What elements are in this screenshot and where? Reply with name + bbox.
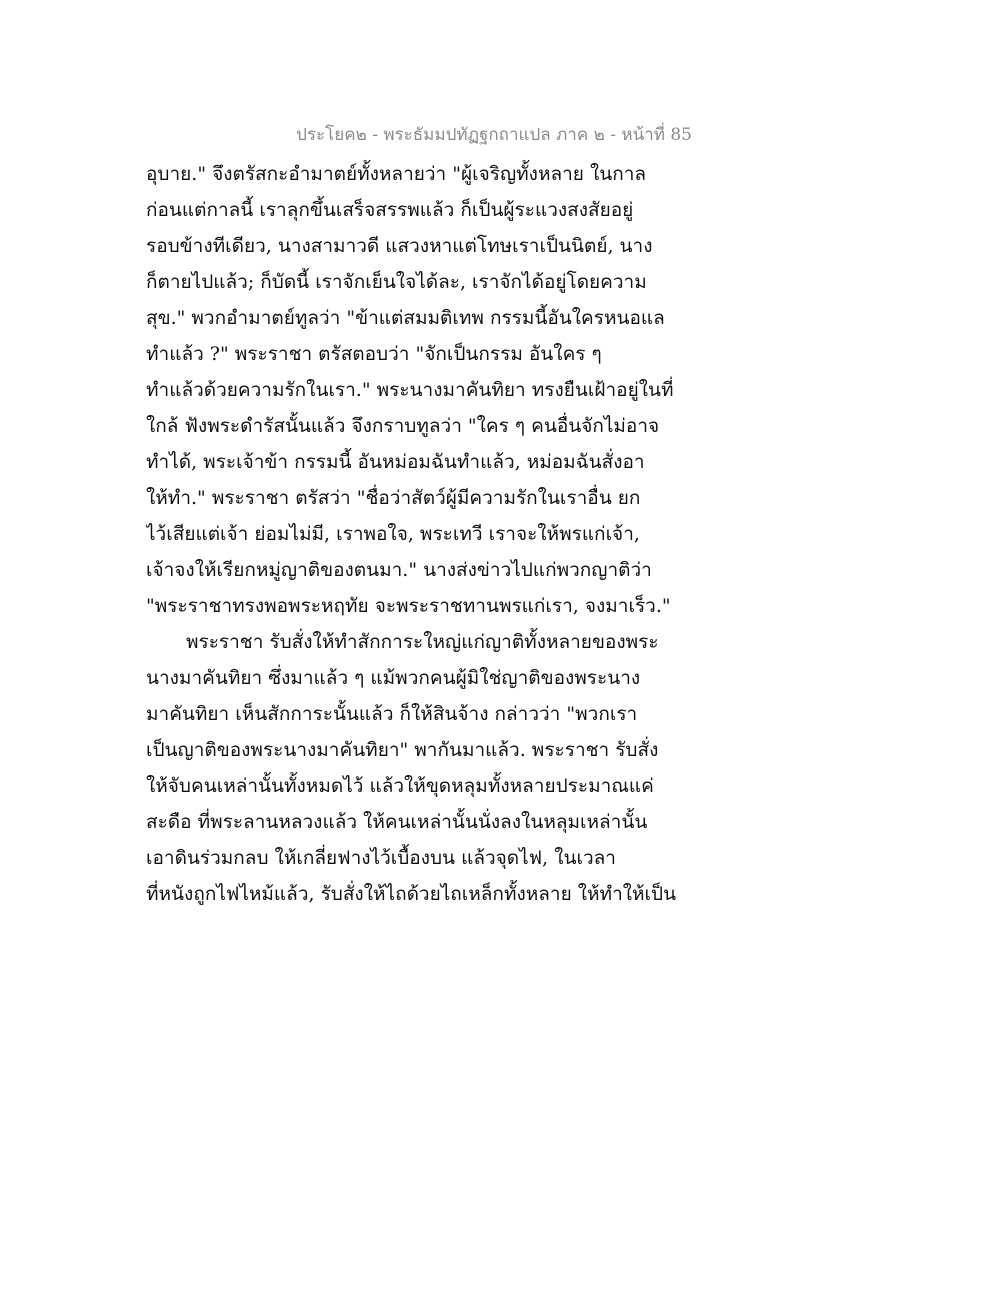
body-text bbox=[146, 156, 706, 912]
text-line: ให้จับคนเหล่านั้นทั้งหมดไว้ แล้วให้ขุดหลุมทั้งหลายประมาณแค่ bbox=[146, 775, 654, 797]
text-line: ก็ตายไปแล้ว; ก็บัดนี้ เราจักเย็นใจได้ละ, เราจักได้อยู่โดยความ bbox=[146, 271, 647, 293]
text-line: ที่หนังถูกไฟไหม้แล้ว, รับสั่งให้ไถด้วยไถเหล็กทั้งหลาย ให้ทำให้เป็น bbox=[146, 883, 677, 905]
text-line: อุบาย." จึงตรัสกะอำมาตย์ทั้งหลายว่า "ผู้เจริญทั้งหลาย ในกาล bbox=[146, 163, 647, 185]
running-header: ประโยค๒ - พระธัมมปทัฏฐกถาแปล ภาค ๒ - หน้าที่ 85 bbox=[296, 125, 692, 145]
text-line: สุข." พวกอำมาตย์ทูลว่า "ข้าแต่สมมติเทพ กรรมนี้อันใครหนอแล bbox=[146, 307, 665, 329]
text-line: รอบข้างทีเดียว, นางสามาวดี แสวงหาแต่โทษเราเป็นนิตย์, นาง bbox=[146, 235, 653, 257]
text-line: ทำแล้วด้วยความรักในเรา." พระนางมาคันทิยา ทรงยืนเฝ้าอยู่ในที่ bbox=[146, 379, 674, 401]
text-line: ให้ทำ." พระราชา ตรัสว่า "ชื่อว่าสัตว์ผู้มีความรักในเราอื่น ยก bbox=[146, 487, 641, 509]
text-line: ใกล้ ฟังพระดำรัสนั้นแล้ว จึงกราบทูลว่า "ใคร ๆ คนอื่นจักไม่อาจ bbox=[146, 415, 660, 437]
text-line: มาคันทิยา เห็นสักการะนั้นแล้ว ก็ให้สินจ้าง กล่าวว่า "พวกเรา bbox=[146, 703, 638, 725]
text-line: "พระราชาทรงพอพระหฤทัย จะพระราชทานพรแก่เรา, จงมาเร็ว." bbox=[146, 595, 671, 617]
text-line: ก่อนแต่กาลนี้ เราลุกขึ้นเสร็จสรรพแล้ว ก็เป็นผู้ระแวงสงสัยอยู่ bbox=[146, 199, 634, 221]
text-line: ทำได้, พระเจ้าข้า กรรมนี้ อันหม่อมฉันทำแล้ว, หม่อมฉันสั่งอา bbox=[146, 451, 645, 473]
text-line: เอาดินร่วมกลบ ให้เกลี่ยฟางไว้เบื้องบน แล้วจุดไฟ, ในเวลา bbox=[146, 847, 616, 869]
text-line: ทำแล้ว ?" พระราชา ตรัสตอบว่า "จักเป็นกรรม อันใคร ๆ bbox=[146, 343, 602, 365]
text-line: เจ้าจงให้เรียกหมู่ญาติของตนมา." นางส่งข่าวไปแก่พวกญาติว่า bbox=[146, 559, 652, 581]
text-line: เป็นญาติของพระนางมาคันทิยา" พากันมาแล้ว. พระราชา รับสั่ง bbox=[146, 739, 659, 761]
text-line: นางมาคันทิยา ซึ่งมาแล้ว ๆ แม้พวกคนผู้มิใช่ญาติของพระนาง bbox=[146, 667, 641, 689]
text-line: สะดือ ที่พระลานหลวงแล้ว ให้คนเหล่านั้นนั่งลงในหลุมเหล่านั้น bbox=[146, 811, 648, 833]
paragraph-start-line: พระราชา รับสั่งให้ทำสักการะใหญ่แก่ญาติทั้งหลายของพระ bbox=[186, 631, 659, 653]
text-line: ไว้เสียแต่เจ้า ย่อมไม่มี, เราพอใจ, พระเทวี เราจะให้พรแก่เจ้า, bbox=[146, 523, 640, 545]
